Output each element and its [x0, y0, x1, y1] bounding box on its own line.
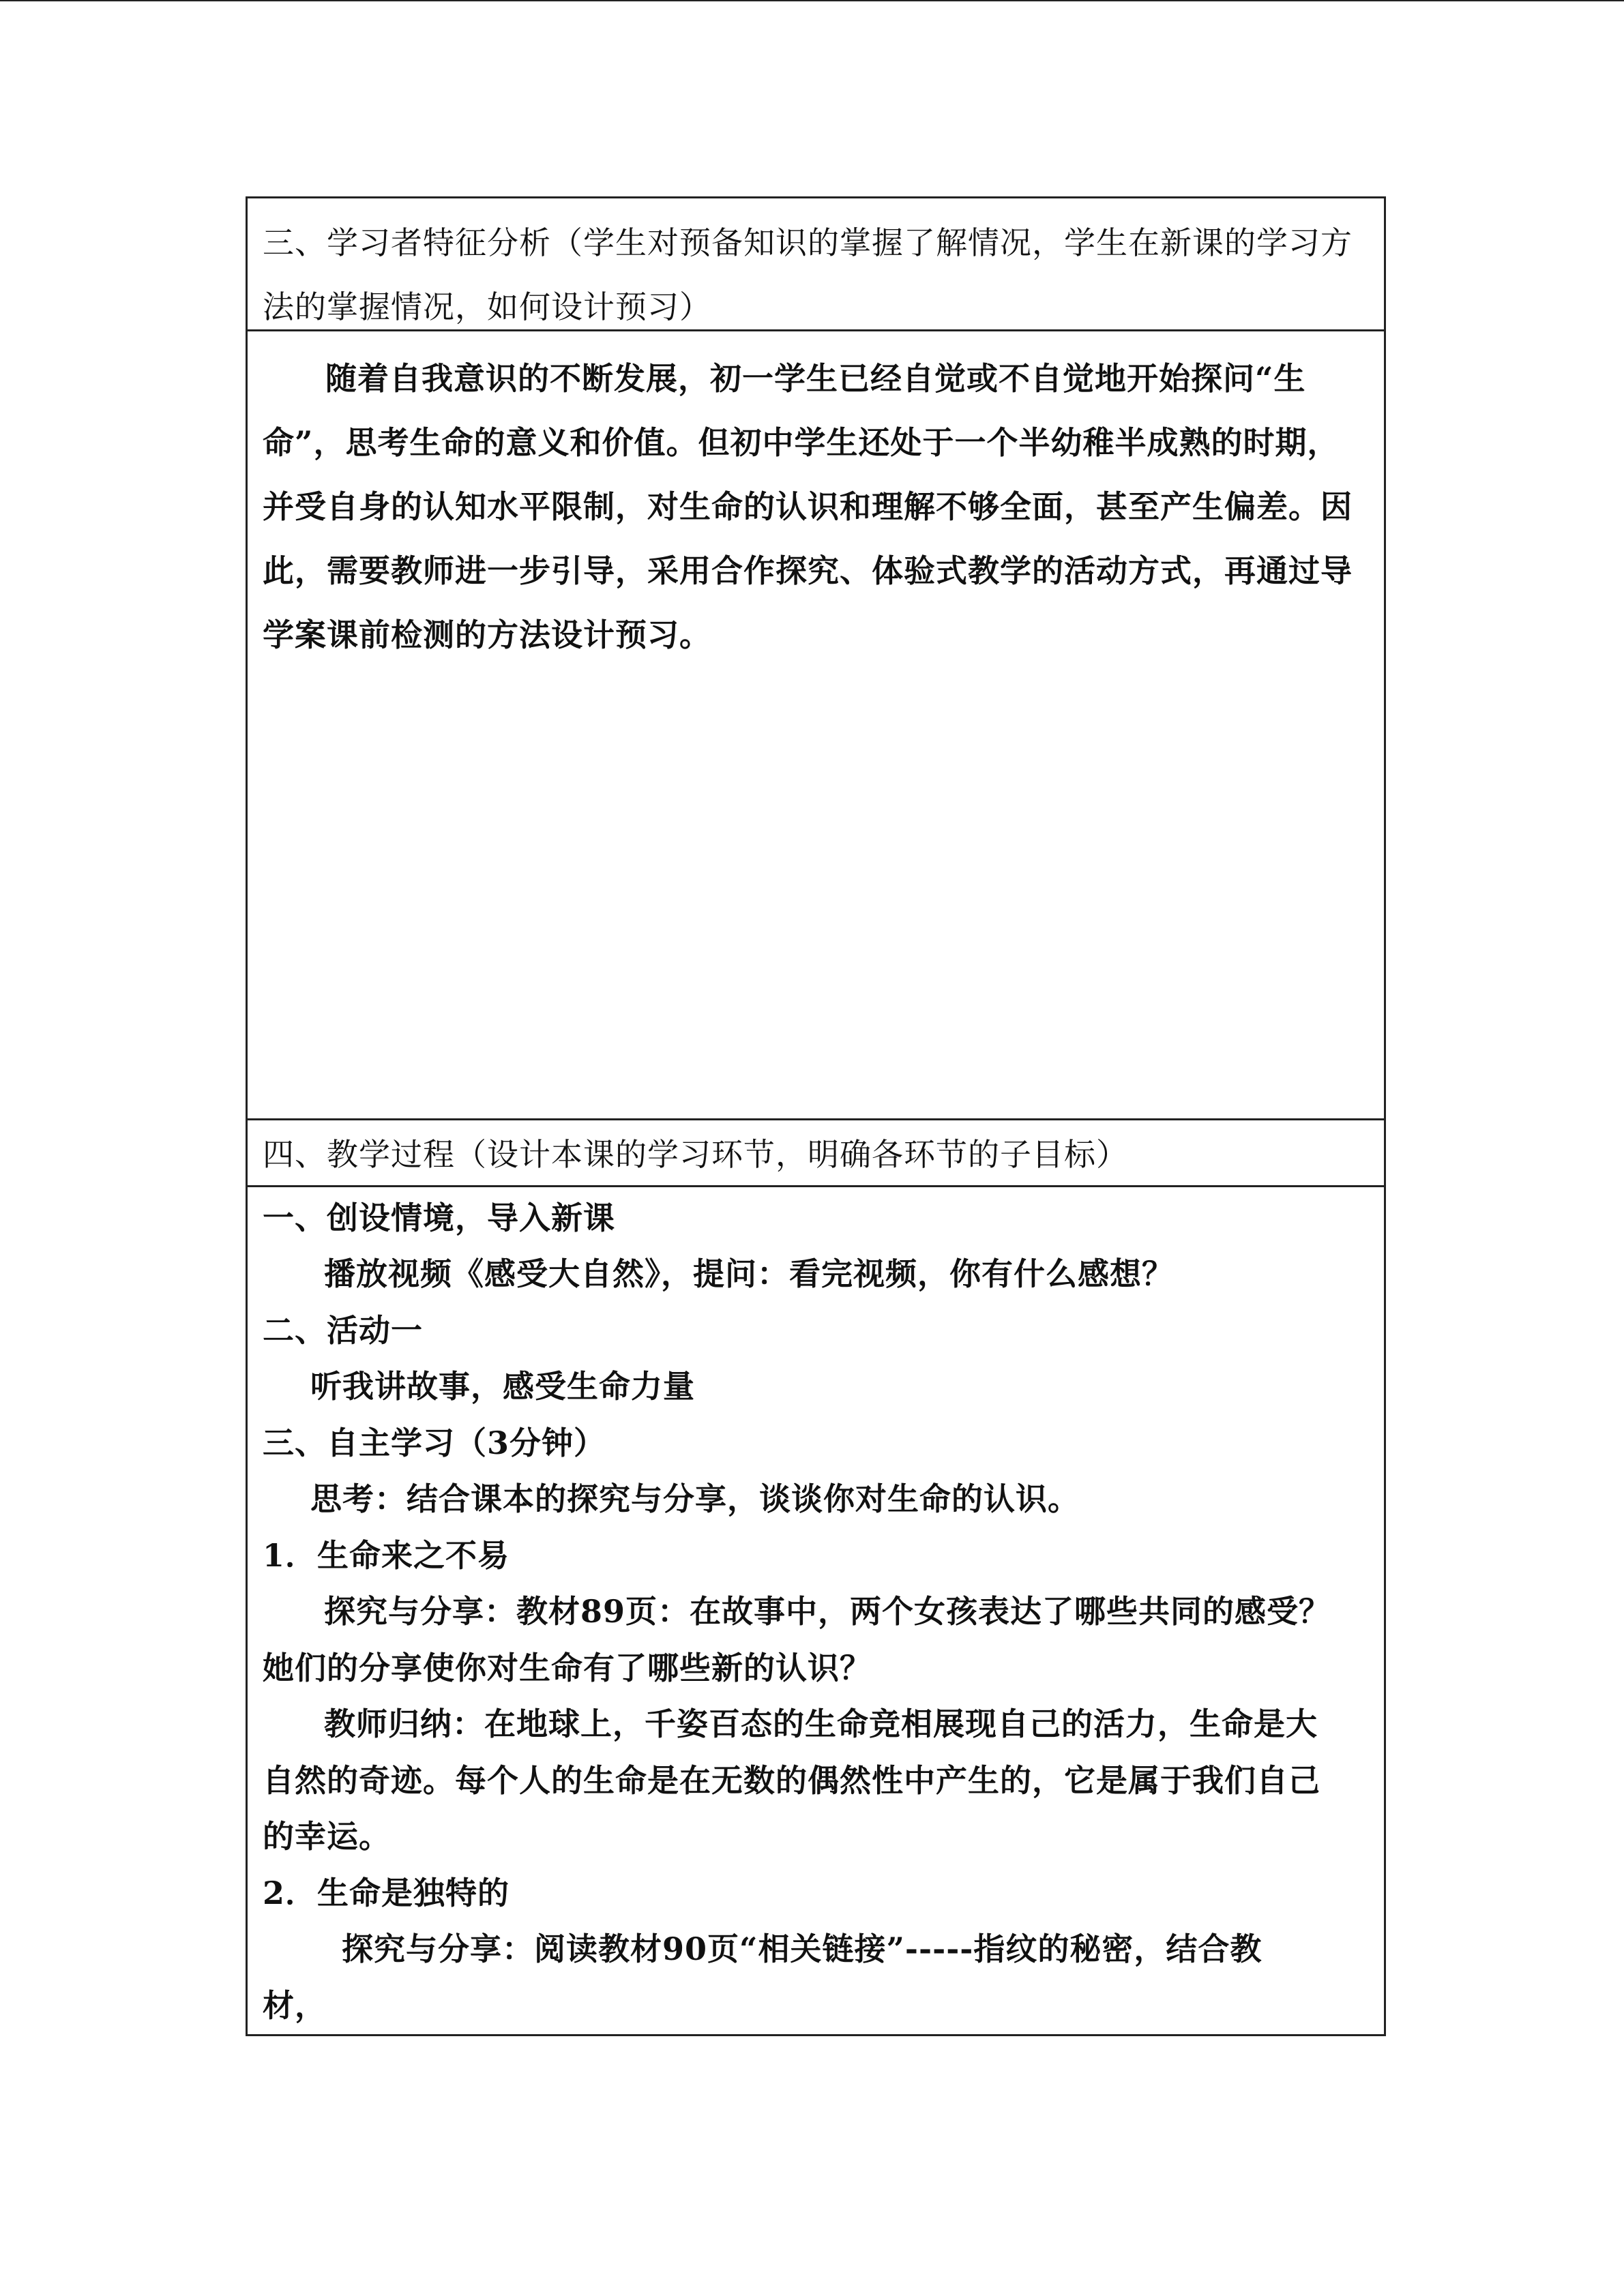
process-text-line: 思考：结合课本的探究与分享，谈谈你对生命的认识。	[310, 1480, 1080, 1518]
process-subheading: 1．生命来之不易	[263, 1536, 510, 1574]
process-step-heading: 二、活动一	[263, 1311, 423, 1349]
teaching-process-body-row	[248, 1185, 1384, 2034]
process-text-line: 听我讲故事，感受生命力量	[310, 1368, 695, 1405]
learner-analysis-heading-row	[248, 198, 1384, 329]
process-text-line: 探究与分享：教材89页：在故事中，两个女孩表达了哪些共同的感受？	[324, 1593, 1331, 1630]
process-step-heading: 三、自主学习（3分钟）	[263, 1424, 606, 1461]
process-text-line: 材，	[263, 1986, 327, 2024]
page-top-border	[0, 0, 1624, 1]
process-text-line: 探究与分享：阅读教材90页“相关链接”-----指纹的秘密，结合教	[342, 1930, 1263, 1968]
process-text-line: 教师归纳：在地球上，千姿百态的生命竞相展现自己的活力，生命是大	[324, 1705, 1318, 1743]
process-step-heading: 一、创设情境，导入新课	[263, 1199, 615, 1236]
process-text-line: 她们的分享使你对生命有了哪些新的认识？	[263, 1649, 872, 1686]
lesson-plan-table	[246, 196, 1386, 2036]
process-text-line: 自然的奇迹。每个人的生命是在无数的偶然性中产生的，它是属于我们自己	[263, 1761, 1320, 1799]
learner-analysis-body: 随着自我意识的不断发展，初一学生已经自觉或不自觉地开始探问“生命”，思考生命的意义和价值。但初中学生还处于一个半幼稚半成熟的时期，并受自身的认知水平限制，对生命的认识和理解不够全面，甚至产生偏差。因此，需要教师进一步引导，采用合作探究、体验式教学的活动方式，再通过导学案课前检测的方法设计预习。	[263, 360, 1353, 653]
process-subheading: 2．生命是独特的	[263, 1874, 510, 1911]
learner-analysis-heading: 三、学习者特征分析（学生对预备知识的掌握了解情况，学生在新课的学习方法的掌握情况，如何设计预习）	[263, 224, 1353, 325]
process-text-line: 的幸运。	[263, 1818, 391, 1855]
teaching-process-heading: 四、教学过程（设计本课的学习环节，明确各环节的子目标）	[263, 1136, 1128, 1173]
teaching-process-heading-row	[248, 1118, 1384, 1185]
process-text-line: 播放视频《感受大自然》，提问：看完视频，你有什么感想？	[324, 1255, 1174, 1293]
learner-analysis-body-row	[248, 329, 1384, 1118]
